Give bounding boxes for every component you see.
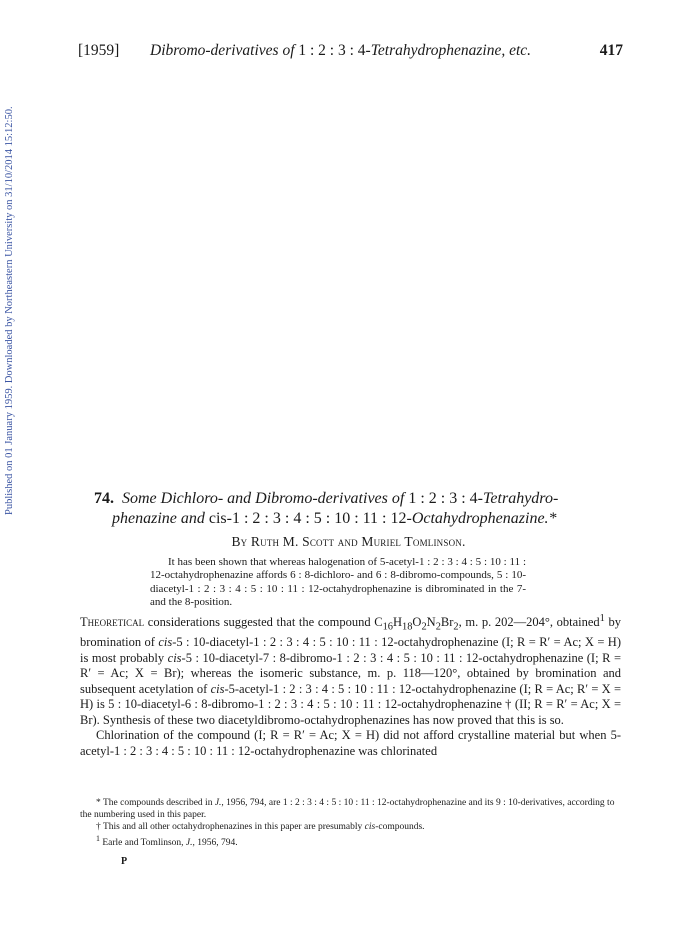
header-year: [1959] (78, 42, 120, 59)
footnote-2: † This and all other octahydrophenazines in this paper are presumably cis-compounds. (96, 821, 425, 832)
footnotes (80, 798, 621, 850)
reference-marker: 1 (599, 613, 605, 624)
footnote-1: * The compounds described in J., 1956, 794, are 1 : 2 : 3 : 4 : 5 : 10 : 11 : 12-octahydrophenazine and its 9 : 10-derivatives, according to the numbering used in this paper. (80, 798, 615, 820)
article-title: 74. Some Dichloro- and Dibromo-derivatives of 1 : 2 : 3 : 4-Tetrahydro- phenazine and cis-1 : 2 : 3 : 4 : 5 : 10 : 11 : 12-Octahydrophenazine.* (94, 490, 559, 527)
abstract: It has been shown that whereas halogenation of 5-acetyl-1 : 2 : 3 : 4 : 5 : 10 : 11 : 12-octahydrophenazine affords 6 : 8-dichloro- and 6 : 8-dibromo-compounds, 5 : 10-diacetyl-1 : 2 : 3 : 4 : 5 : 10 : 11 : 12-octahydrophenazine is dibrominated in the 7- and the 8-position. (150, 556, 526, 608)
paragraph-2: Chlorination of the compound (I; R = R′ = Ac; X = H) did not afford crystalline material but when 5-acetyl-1 : 2 : 3 : 4 : 5 : 10 : 11 : 12-octahydrophenazine was chlorinated (80, 728, 621, 758)
body-text (80, 611, 621, 759)
signature-mark: P (121, 856, 128, 867)
header-title: Dibromo-derivatives of 1 : 2 : 3 : 4-Tetrahydrophenazine, etc. (150, 42, 532, 59)
footnote-3: $^1$ Earle and Tomlinson, J., 1956, 794. (96, 834, 238, 849)
download-notice: Published on 01 January 1959. Downloaded by Northeastern University on 31/10/2014 15:12:50. (4, 106, 15, 515)
paragraph-1: Theoretical considerations suggested that the compound $C_{16}H_{18}O_2N_2Br_2$, m. p. 202—204°, obtained$^1$ by bromination of cis-5 : 10-diacetyl-1 : 2 : 3 : 4 : 5 : 10 : 11 : 12-octahydrophenazine (I; R = R′ = Ac; X = H) is most probably cis-5 : 10-diacetyl-7 : 8-dibromo-1 : 2 : 3 : 4 : 5 : 10 : 11 : 12-octahydrophenazine (I; R = R′ = Ac; X = Br); whereas the isomeric substance, m. p. 118—120°, obtained by bromination and subsequent acetylation of cis-5-acetyl-1 : 2 : 3 : 4 : 5 : 10 : 11 : 12-octahydrophenazine (I; R = Ac; R′ = X = H) is 5 : 10-diacetyl-6 : 8-dibromo-1 : 2 : 3 : 4 : 5 : 10 : 11 : 12-octahydrophenazine † (II; R = R′ = Ac; X = Br). Synthesis of these two diacetyldibromo-octahydrophenazines has now proved that this is so. (80, 613, 621, 727)
page-number: 417 (599, 42, 623, 59)
authors: By Ruth M. Scott and Muriel Tomlinson. (231, 534, 466, 549)
article-number: 74. (94, 490, 114, 507)
